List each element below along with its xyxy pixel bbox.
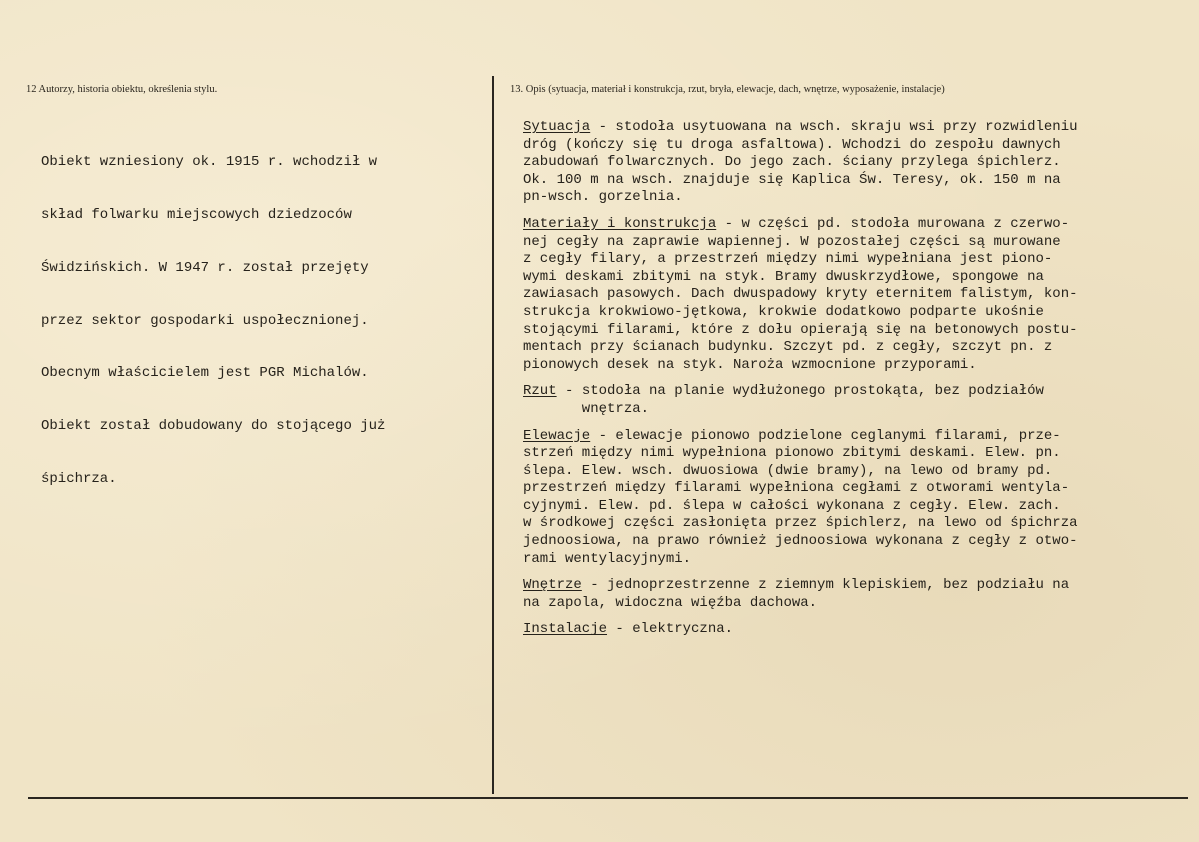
bottom-rule — [28, 797, 1188, 799]
section-line-text: - stodoła usytuowana na wsch. skraju wsi przy rozwidleniu — [590, 119, 1078, 135]
section-line: jednoosiowa, na prawo również jednoosiowa wykonana z cegły z otwo- — [523, 533, 1078, 550]
section-line — [523, 119, 1078, 137]
section-plan — [523, 383, 1078, 418]
section-line-text: - stodoła na planie wydłużonego prostokąta, bez podziałów — [556, 383, 1044, 400]
section-elevations — [523, 428, 1078, 569]
section-line — [523, 428, 1078, 446]
section-installations — [523, 621, 1078, 639]
section-line — [523, 383, 1078, 401]
section-line: rami wentylacyjnymi. — [523, 550, 692, 567]
column-divider — [492, 76, 494, 794]
section-line — [523, 216, 1078, 234]
section-label: Sytuacja — [523, 119, 591, 135]
section-interior — [523, 577, 1078, 612]
right-column-header: 13. Opis (sytuacja, materiał i konstrukcja, rzut, bryła, elewacje, dach, wnętrze, wyposażenie, instalacje) — [510, 84, 945, 95]
history-line: Obiekt wzniesiony ok. 1915 r. wchodził w — [41, 154, 378, 171]
section-line: dróg (kończy się tu droga asfaltowa). Wchodzi do zespołu dawnych — [523, 136, 1061, 153]
section-line: zabudowań folwarcznych. Do jego zach. ściany przylega śpichlerz. — [523, 154, 1061, 171]
section-line-text: - elewacje pionowo podzielone ceglanymi filarami, prze- — [590, 427, 1061, 444]
section-line: strzeń między nimi wypełniona pionowo zbitymi deskami. Elew. pn. — [523, 445, 1061, 462]
section-label: Wnętrze — [523, 577, 582, 594]
section-line — [523, 621, 1078, 639]
section-label: Rzut — [523, 383, 557, 400]
section-line: ślepa. Elew. wsch. dwuosiowa (dwie bramy), na lewo od bramy pd. — [523, 462, 1053, 479]
section-line: cyjnymi. Elew. pd. ślepa w całości wykonana z cegły. Elew. zach. — [523, 497, 1061, 514]
section-line: zawiasach pasowych. Dach dwuspadowy kryty eternitem falistym, kon- — [523, 286, 1078, 303]
section-situation — [523, 119, 1078, 207]
section-line: mentach przy ścianach budynku. Szczyt pd. z cegły, szczyt pn. z — [523, 339, 1053, 356]
section-line: wymi deskami zbitymi na styk. Bramy dwuskrzydłowe, spongowe na — [523, 268, 1044, 285]
section-line-text: - w części pd. stodoła murowana z czerwo- — [716, 215, 1070, 232]
section-line: w środkowej części zasłonięta przez śpichlerz, na lewo od śpichrza — [523, 515, 1078, 532]
section-line-text: - elektryczna. — [607, 621, 734, 638]
section-line: pionowych desek na styk. Naroża wzmocnione przyporami. — [523, 356, 977, 373]
history-line: skład folwarku miejscowych dziedzoców — [41, 206, 352, 223]
left-column-header: 12 Autorzy, historia obiektu, określenia stylu. — [26, 84, 218, 95]
history-line: Obiekt został dobudowany do stojącego już — [41, 418, 386, 435]
section-line: nej cegły na zaprawie wapiennej. W pozostałej części są murowane — [523, 233, 1061, 250]
section-line: wnętrza. — [523, 400, 650, 417]
section-line: strukcja krokwiowo-jętkowa, krokwie dodatkowo podparte ukośnie — [523, 303, 1044, 320]
history-text — [41, 119, 385, 524]
section-line: z cegły filary, a przestrzeń między nimi wypełniana jest piono- — [523, 251, 1053, 268]
history-line: Obecnym właścicielem jest PGR Michalów. — [41, 365, 369, 382]
section-line — [523, 577, 1078, 595]
section-line: Ok. 100 m na wsch. znajduje się Kaplica Św. Teresy, ok. 150 m na — [523, 171, 1061, 188]
section-line: stojącymi filarami, które z dołu opierają się na betonowych postu- — [523, 321, 1078, 338]
section-line: pn-wsch. gorzelnia. — [523, 189, 683, 206]
history-line: śpichrza. — [41, 470, 117, 487]
section-materials — [523, 216, 1078, 374]
section-line-text: - jednoprzestrzenne z ziemnym klepiskiem, bez podziału na — [581, 577, 1070, 594]
description-text — [523, 119, 1078, 648]
section-label: Instalacje — [523, 621, 608, 638]
history-line: przez sektor gospodarki uspołecznionej. — [41, 312, 369, 329]
section-line: na zapola, widoczna więźba dachowa. — [523, 594, 818, 611]
section-line: przestrzeń między filarami wypełniona cegłami z otworami wentyla- — [523, 480, 1070, 497]
section-label: Elewacje — [523, 427, 591, 444]
history-line: Świdzińskich. W 1947 r. został przejęty — [41, 259, 369, 276]
section-label: Materiały i konstrukcja — [523, 215, 717, 232]
